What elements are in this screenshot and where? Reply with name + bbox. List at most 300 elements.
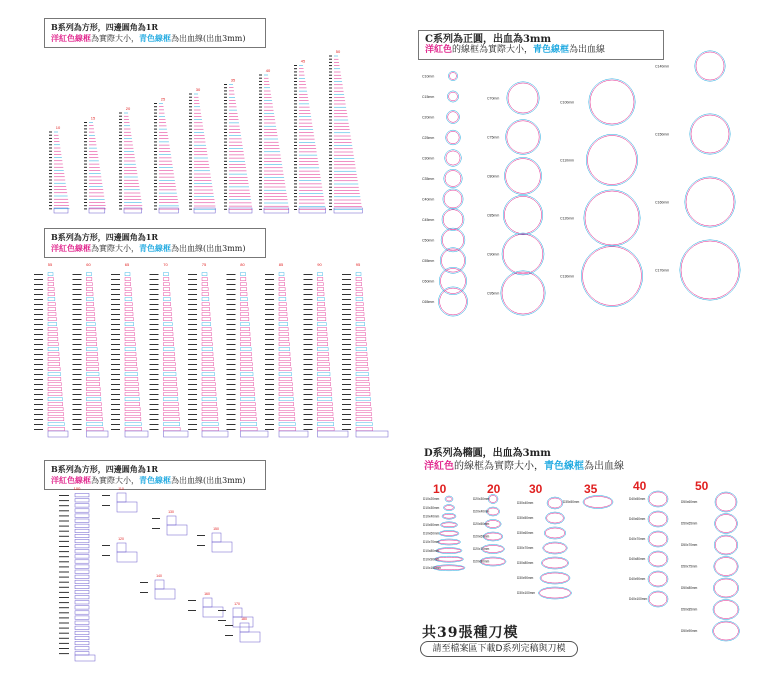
b2-slot-label xyxy=(304,364,313,365)
b1-size-label: 35 xyxy=(230,77,236,83)
d-bleed-ellipse xyxy=(547,497,563,509)
b1-slot-label xyxy=(329,171,332,172)
b1-cyan-label: 青色線框 xyxy=(139,33,171,43)
b1-slot-label xyxy=(84,135,87,136)
b1-slot-label xyxy=(224,129,227,130)
d-size-label: D50x85mm xyxy=(681,607,698,612)
c-bleed-circle xyxy=(442,209,464,231)
c-bleed-circle xyxy=(690,114,730,154)
b3-slot-label xyxy=(218,610,226,611)
b2-slot xyxy=(125,413,141,416)
b2-slot xyxy=(202,418,218,421)
b1-slot-label xyxy=(294,190,297,191)
b1-base-box xyxy=(334,208,362,213)
b2-slot xyxy=(48,373,61,376)
b1-slot-label xyxy=(119,154,122,155)
d-bleed-ellipse xyxy=(541,557,568,569)
b2-slot xyxy=(87,383,100,386)
b2-slot-label xyxy=(34,284,43,285)
b2-slot xyxy=(202,393,216,396)
b2-slot-label xyxy=(34,289,43,290)
b2-slot-label xyxy=(34,339,43,340)
b2-slot xyxy=(241,348,252,351)
b1-slot-label xyxy=(224,84,227,85)
b3-base-box xyxy=(75,655,95,661)
b2-slot-label xyxy=(304,409,313,410)
b2-slot xyxy=(87,408,102,411)
b2-slot xyxy=(164,323,173,326)
b2-slot xyxy=(318,388,332,391)
b1-slot-label xyxy=(119,125,122,126)
c-size-circle xyxy=(446,151,460,165)
b3-slot-label xyxy=(197,545,205,546)
b1-slot-label xyxy=(294,174,297,175)
b1-slot-label xyxy=(294,203,297,204)
b1-slot-label xyxy=(259,183,262,184)
b2-slot-label xyxy=(34,324,43,325)
b2-slot xyxy=(241,388,255,391)
b2-slot-label xyxy=(34,349,43,350)
b2-slot-label xyxy=(342,329,351,330)
b2-slot-label xyxy=(73,429,82,430)
b1-slot-label xyxy=(294,110,297,111)
download-note[interactable]: 請至檔案區下載D系列完稿與刀模 xyxy=(420,641,578,657)
b1-slot-label xyxy=(329,200,332,201)
b2-slot-label xyxy=(304,304,313,305)
b2-slot-label xyxy=(265,329,274,330)
b1-slot-label xyxy=(329,148,332,149)
b2-slot-label xyxy=(227,414,236,415)
d-bleed-ellipse xyxy=(648,591,668,607)
b2-slot xyxy=(87,323,96,326)
b2-slot-label xyxy=(150,354,159,355)
b1-slot-label xyxy=(84,160,87,161)
b2-slot-label xyxy=(227,409,236,410)
b2-slot xyxy=(164,428,181,431)
b2-slot xyxy=(318,333,328,336)
b1-slot-label xyxy=(294,183,297,184)
b2-slot xyxy=(125,313,133,316)
b2-slot-label xyxy=(73,349,82,350)
b2-slot-label xyxy=(188,344,197,345)
b2-slot-label xyxy=(73,299,82,300)
b3-slot-label xyxy=(59,577,69,578)
b2-slot-label xyxy=(111,429,120,430)
b1-slot-label xyxy=(49,186,52,187)
b2-slot xyxy=(241,368,253,371)
b1-size-label: 25 xyxy=(160,96,166,102)
b2-slot-label xyxy=(73,364,82,365)
b2-slot xyxy=(279,428,296,431)
d-bleed-ellipse xyxy=(648,551,668,567)
b2-slot xyxy=(279,318,287,321)
b2-slot xyxy=(241,338,251,341)
d-size-label: D20x40mm xyxy=(473,509,490,514)
b2-slot xyxy=(87,363,99,366)
c-size-label: C10mm xyxy=(422,74,435,79)
b1-slot-label xyxy=(259,91,262,92)
d-size-label: D50x80mm xyxy=(681,586,698,591)
c-size-label: C45mm xyxy=(422,218,435,222)
b1-slot-label xyxy=(189,151,192,152)
b2-slot xyxy=(164,383,177,386)
b2-slot xyxy=(125,428,142,431)
b2-mid-text: 為實際大小， xyxy=(91,244,139,253)
b1-slot-label xyxy=(224,177,227,178)
b2-slot xyxy=(318,273,323,276)
b2-slot-label xyxy=(188,289,197,290)
b2-slot xyxy=(279,388,293,391)
b3-slot-label xyxy=(102,495,110,496)
b2-slot-label xyxy=(150,409,159,410)
b1-slot-label xyxy=(224,122,227,123)
b2-slot xyxy=(125,303,132,306)
b2-slot xyxy=(202,323,211,326)
b2-slot-label xyxy=(150,379,159,380)
b2-slot xyxy=(125,278,130,281)
b2-slot xyxy=(202,388,216,391)
b2-slot-label xyxy=(265,339,274,340)
b1-slot-label xyxy=(329,120,332,121)
c-bleed-circle xyxy=(444,169,462,187)
d-size-ellipse xyxy=(445,506,454,510)
b1-slot-label xyxy=(294,187,297,188)
b1-slot-label xyxy=(49,154,52,155)
b2-slot xyxy=(48,408,63,411)
b2-slot-label xyxy=(227,384,236,385)
b2-slot xyxy=(241,333,251,336)
b1-slot-label xyxy=(84,202,87,203)
b2-slot-label xyxy=(34,274,43,275)
b1-size-label: 15 xyxy=(90,115,96,121)
b2-slot-label xyxy=(111,294,120,295)
b3-box-small xyxy=(212,533,221,542)
b1-slot-label xyxy=(189,183,192,184)
b2-slot xyxy=(356,378,369,381)
b1-slot-label xyxy=(224,209,227,210)
b1-slot-label xyxy=(84,157,87,158)
b2-slot xyxy=(202,403,217,406)
b1-base-box xyxy=(194,208,215,213)
b2-slot-label xyxy=(188,294,197,295)
b2-slot-label xyxy=(34,419,43,420)
b1-slot-label xyxy=(259,135,262,136)
d-size-label: D10x60mm xyxy=(423,531,440,536)
b2-slot-label xyxy=(150,429,159,430)
b1-slot-label xyxy=(259,110,262,111)
b2-slot xyxy=(125,388,139,391)
b2-slot-label xyxy=(188,284,197,285)
b1-slot-label xyxy=(189,180,192,181)
b2-slot xyxy=(125,298,132,301)
c-magenta-label: 洋紅色 xyxy=(425,45,453,55)
b2-slot-label xyxy=(34,359,43,360)
b1-slot-label xyxy=(259,158,262,159)
b3-slot xyxy=(75,631,89,634)
c-bleed-circle xyxy=(446,130,461,145)
b2-slot-label xyxy=(227,349,236,350)
c-bleed-circle xyxy=(501,271,545,315)
b2-slot-label xyxy=(73,344,82,345)
b2-slot xyxy=(87,398,101,401)
b3-slot-label xyxy=(59,541,69,542)
b3-cyan-label: 青色線框 xyxy=(139,475,171,485)
b3-slot xyxy=(75,524,89,527)
b1-slot-label xyxy=(294,139,297,140)
b2-slot-label xyxy=(188,379,197,380)
b3-size-label: 160 xyxy=(204,592,210,596)
b1-slot-label xyxy=(294,206,297,207)
b1-slot-label xyxy=(294,78,297,79)
b1-slot-label xyxy=(154,135,157,136)
b2-slot-label xyxy=(34,369,43,370)
b1-slot-label xyxy=(154,186,157,187)
d-header-40: 40 xyxy=(633,479,647,493)
b2-size-label: 90 xyxy=(317,262,322,267)
d-size-ellipse xyxy=(649,532,667,546)
b2-slot xyxy=(318,343,328,346)
c-bleed-circle xyxy=(441,228,465,252)
c-size-label: C40mm xyxy=(422,197,435,202)
c-bleed-circle xyxy=(695,51,725,81)
b2-slot-label xyxy=(304,389,313,390)
b1-title-line2 xyxy=(51,33,259,44)
b2-slot-label xyxy=(304,404,313,405)
b2-slot xyxy=(87,418,103,421)
b1-slot-label xyxy=(189,154,192,155)
b1-slot-label xyxy=(49,164,52,165)
d-header-20: 20 xyxy=(487,482,501,496)
b1-slot-label xyxy=(224,180,227,181)
d-bleed-ellipse xyxy=(648,511,668,527)
b1-slot-label xyxy=(224,110,227,111)
b3-slot xyxy=(75,534,89,537)
b2-slot-label xyxy=(34,304,43,305)
b3-box-small xyxy=(117,493,126,502)
c-size-label: C130mm xyxy=(560,274,575,279)
b2-slot-label xyxy=(188,329,197,330)
c-size-circle xyxy=(696,52,724,80)
b2-slot xyxy=(356,313,364,316)
c-bleed-circle xyxy=(589,79,635,125)
b1-slot-label xyxy=(329,145,332,146)
b1-slot-label xyxy=(224,90,227,91)
b3-slot-label xyxy=(59,602,69,603)
b1-slot-label xyxy=(294,167,297,168)
b1-slot-label xyxy=(119,173,122,174)
b2-slot-label xyxy=(111,364,120,365)
b2-slot xyxy=(356,333,366,336)
b3-slot xyxy=(75,647,89,650)
c-size-circle xyxy=(681,241,739,299)
d-size-label: D10x20mm xyxy=(423,497,440,502)
b1-slot-label xyxy=(294,151,297,152)
b3-slot-label xyxy=(102,505,110,506)
c-size-label: C110mm xyxy=(560,158,574,163)
b2-base-box xyxy=(241,431,269,437)
b2-slot xyxy=(164,423,180,426)
b3-box-small xyxy=(155,580,164,589)
b2-slot xyxy=(202,383,215,386)
c-bleed-circle xyxy=(504,157,541,194)
b2-slot xyxy=(125,358,136,361)
b2-slot xyxy=(241,373,254,376)
b1-slot-label xyxy=(189,199,192,200)
b2-slot xyxy=(202,333,212,336)
b2-slot xyxy=(279,293,286,296)
b2-slot xyxy=(279,413,295,416)
b2-slot-label xyxy=(304,339,313,340)
b1-slot-label xyxy=(329,81,332,82)
b2-slot-label xyxy=(227,339,236,340)
b2-slot-label xyxy=(342,414,351,415)
b2-slot-label xyxy=(73,279,82,280)
b1-slot-label xyxy=(84,199,87,200)
b1-slot-label xyxy=(49,205,52,206)
b3-slot-label xyxy=(59,536,69,537)
b1-slot-label xyxy=(329,164,332,165)
b-panel-2-diagram xyxy=(30,258,380,443)
b1-slot-label xyxy=(119,119,122,120)
d-bleed-ellipse xyxy=(539,587,572,599)
b1-slot-label xyxy=(224,132,227,133)
b1-slot-label xyxy=(329,75,332,76)
b1-slot-label xyxy=(224,87,227,88)
b2-slot xyxy=(164,363,176,366)
b2-slot-label xyxy=(265,324,274,325)
b1-slot-label xyxy=(119,141,122,142)
b2-slot xyxy=(164,348,175,351)
b1-slot-label xyxy=(224,183,227,184)
b1-base-box xyxy=(299,208,326,213)
b2-slot xyxy=(87,283,93,286)
b2-slot-label xyxy=(188,389,197,390)
b2-size-label: 60 xyxy=(86,262,91,267)
b2-slot xyxy=(87,358,98,361)
b2-slot-label xyxy=(34,329,43,330)
b3-box-large xyxy=(155,589,175,599)
b1-slot-label xyxy=(84,176,87,177)
b2-slot xyxy=(125,393,139,396)
c-bleed-circle xyxy=(506,120,541,155)
b2-slot-label xyxy=(111,354,120,355)
b1-slot-label xyxy=(259,123,262,124)
b3-slot-label xyxy=(59,551,69,552)
d-size-ellipse xyxy=(649,512,667,526)
d-cyan-label: 青色線框 xyxy=(544,461,584,472)
b2-slot xyxy=(202,348,213,351)
b2-slot xyxy=(87,308,95,311)
b1-slot-label xyxy=(189,174,192,175)
d-size-ellipse xyxy=(548,498,562,508)
b2-slot-label xyxy=(111,344,120,345)
c-size-label: C150mm xyxy=(655,132,670,137)
b2-slot xyxy=(241,303,248,306)
b3-box-large xyxy=(203,607,223,617)
c-size-label: C80mm xyxy=(487,174,500,179)
b3-slot xyxy=(75,529,89,532)
b2-slot xyxy=(125,328,134,331)
b2-slot xyxy=(164,298,171,301)
b1-slot-label xyxy=(329,72,332,73)
b1-slot-label xyxy=(329,180,332,181)
c-end-text: 為出血線 xyxy=(569,45,606,55)
b2-slot xyxy=(279,338,289,341)
b2-slot xyxy=(318,428,335,431)
b1-slot-label xyxy=(119,167,122,168)
b2-slot xyxy=(202,298,209,301)
b1-slot-label xyxy=(294,155,297,156)
b2-slot xyxy=(164,408,179,411)
b2-slot xyxy=(318,303,325,306)
b3-slot xyxy=(75,509,89,512)
b2-slot-label xyxy=(150,324,159,325)
b-panel-1-diagram xyxy=(40,49,360,215)
b3-slot xyxy=(75,560,89,563)
d-size-ellipse xyxy=(715,558,737,576)
b3-mid-text: 為實際大小， xyxy=(91,476,139,485)
b2-slot-label xyxy=(150,384,159,385)
b1-slot-label xyxy=(189,122,192,123)
c-size-circle xyxy=(503,234,543,274)
b1-slot-label xyxy=(224,193,227,194)
b2-base-box xyxy=(87,431,109,437)
b1-slot-label xyxy=(224,100,227,101)
b2-slot-label xyxy=(227,274,236,275)
b2-slot-label xyxy=(342,374,351,375)
b2-slot xyxy=(318,378,331,381)
b2-slot-label xyxy=(342,404,351,405)
b2-slot-label xyxy=(227,314,236,315)
d-size-label: D30x90mm xyxy=(517,576,534,581)
b2-slot-label xyxy=(265,344,274,345)
b1-slot-label xyxy=(294,103,297,104)
b1-slot-label xyxy=(259,94,262,95)
d-title-line1: D系列為橢圓，出血為3mm xyxy=(424,448,551,459)
b1-slot-label xyxy=(154,103,157,104)
d-title-line2 xyxy=(424,460,624,473)
b2-slot xyxy=(318,283,324,286)
b2-slot-label xyxy=(73,284,82,285)
b1-slot-label xyxy=(189,129,192,130)
b2-size-label: 55 xyxy=(47,262,53,267)
b2-slot xyxy=(48,413,64,416)
b2-slot xyxy=(202,368,214,371)
b2-slot-label xyxy=(227,379,236,380)
b2-slot-label xyxy=(342,394,351,395)
b2-slot-label xyxy=(150,419,159,420)
d-size-label: D10x70mm xyxy=(423,540,440,545)
b2-slot-label xyxy=(150,414,159,415)
b3-slot-label xyxy=(59,587,69,588)
b1-size-label: 50 xyxy=(335,49,341,54)
b2-slot xyxy=(48,353,59,356)
b2-slot xyxy=(279,303,286,306)
b1-slot-label xyxy=(329,62,332,63)
b3-slot-label xyxy=(59,515,69,516)
b2-slot xyxy=(125,378,138,381)
b1-slot-label xyxy=(224,113,227,114)
b1-slot-label xyxy=(189,138,192,139)
b2-slot xyxy=(87,318,95,321)
b2-slot xyxy=(125,288,131,291)
b2-slot xyxy=(125,383,138,386)
b1-slot-label xyxy=(84,170,87,171)
b1-slot-label xyxy=(224,138,227,139)
b1-slot-label xyxy=(259,81,262,82)
b1-slot-label xyxy=(154,154,157,155)
b1-slot-label xyxy=(259,75,262,76)
